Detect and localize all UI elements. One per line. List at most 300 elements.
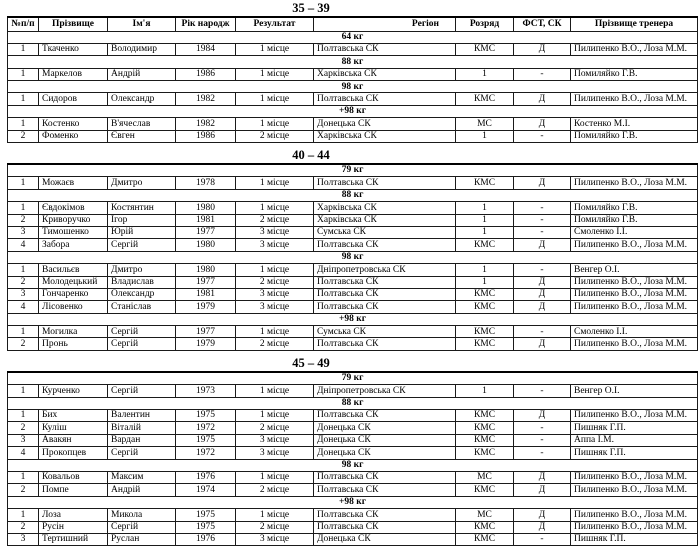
cell-result: 3 місце (236, 288, 314, 300)
cell-year: 1982 (176, 118, 236, 130)
cell-coach: Пишняк Г.П. (571, 447, 698, 459)
results-table-45-49 (7, 371, 698, 546)
cell-rank: 1 (456, 130, 514, 142)
cell-result: 1 місце (236, 177, 314, 189)
cell-region: Донецька СК (314, 422, 456, 434)
cell-fst-sk: Д (514, 118, 571, 130)
cell-fst-sk: Д (514, 338, 571, 350)
result-row (8, 422, 698, 434)
cell-rank: МС (456, 472, 514, 484)
cell-surname: Криворучко (39, 214, 108, 226)
age-group-section-45-49 (0, 357, 699, 546)
cell-rank: КМС (456, 533, 514, 545)
cell-year: 1975 (176, 410, 236, 422)
cell-surname: Лісовенко (39, 301, 108, 313)
cell-firstname: Віталій (108, 422, 176, 434)
cell-num: 2 (8, 130, 39, 142)
cell-result: 1 місце (236, 118, 314, 130)
result-row (8, 533, 698, 545)
weight-class-row (8, 164, 698, 177)
cell-fst-sk: - (514, 447, 571, 459)
cell-result: 1 місце (236, 410, 314, 422)
cell-fst-sk: Д (514, 472, 571, 484)
cell-firstname: Руслан (108, 533, 176, 545)
cell-result: 2 місце (236, 484, 314, 496)
cell-fst-sk: Д (514, 288, 571, 300)
cell-result: 2 місце (236, 338, 314, 350)
cell-region: Полтавська СК (314, 472, 456, 484)
cell-surname: Могилка (39, 326, 108, 338)
cell-rank: 1 (456, 226, 514, 238)
cell-surname: Фоменко (39, 130, 108, 142)
cell-surname: Ткаченко (39, 43, 108, 55)
cell-rank: МС (456, 509, 514, 521)
cell-year: 1972 (176, 447, 236, 459)
column-header-region: Регіон (314, 17, 456, 31)
weight-class-row (8, 372, 698, 385)
cell-year: 1973 (176, 385, 236, 397)
cell-num: 1 (8, 177, 39, 189)
cell-rank: КМС (456, 434, 514, 446)
cell-region: Дніпропетровська СК (314, 385, 456, 397)
cell-result: 1 місце (236, 264, 314, 276)
cell-firstname: Сергій (108, 338, 176, 350)
weight-class-label: +98 кг (8, 105, 698, 117)
cell-region: Харківська СК (314, 214, 456, 226)
cell-firstname: Валентин (108, 410, 176, 422)
cell-firstname: Олександр (108, 93, 176, 105)
cell-fst-sk: Д (514, 509, 571, 521)
cell-firstname: Юрій (108, 226, 176, 238)
weight-class-label: 98 кг (8, 251, 698, 263)
cell-num: 2 (8, 214, 39, 226)
result-row (8, 276, 698, 288)
cell-fst-sk: Д (514, 484, 571, 496)
cell-year: 1972 (176, 422, 236, 434)
cell-firstname: Дмитро (108, 264, 176, 276)
cell-region: Полтавська СК (314, 410, 456, 422)
result-row (8, 385, 698, 397)
cell-coach: Смоленко І.І. (571, 226, 698, 238)
cell-firstname: Ігор (108, 214, 176, 226)
cell-rank: КМС (456, 521, 514, 533)
cell-result: 1 місце (236, 326, 314, 338)
cell-coach: Пилипенко В.О., Лоза М.М. (571, 177, 698, 189)
result-row (8, 434, 698, 446)
cell-fst-sk: Д (514, 276, 571, 288)
cell-region: Полтавська СК (314, 338, 456, 350)
cell-surname: Куліш (39, 422, 108, 434)
cell-surname: Авакян (39, 434, 108, 446)
cell-rank: КМС (456, 93, 514, 105)
result-row (8, 288, 698, 300)
cell-region: Донецька СК (314, 533, 456, 545)
cell-rank: КМС (456, 43, 514, 55)
cell-region: Сумська СК (314, 326, 456, 338)
cell-fst-sk: - (514, 385, 571, 397)
cell-region: Донецька СК (314, 447, 456, 459)
cell-year: 1979 (176, 338, 236, 350)
cell-fst-sk: Д (514, 177, 571, 189)
cell-num: 2 (8, 422, 39, 434)
cell-region: Полтавська СК (314, 484, 456, 496)
cell-num: 1 (8, 43, 39, 55)
cell-num: 1 (8, 93, 39, 105)
weight-class-label: 79 кг (8, 164, 698, 177)
result-row (8, 239, 698, 251)
cell-result: 1 місце (236, 43, 314, 55)
cell-coach: Пилипенко В.О., Лоза М.М. (571, 301, 698, 313)
cell-num: 1 (8, 410, 39, 422)
cell-year: 1977 (176, 326, 236, 338)
cell-coach: Помиляйко Г.В. (571, 202, 698, 214)
cell-surname: Помпе (39, 484, 108, 496)
cell-fst-sk: - (514, 214, 571, 226)
weight-class-label: 79 кг (8, 372, 698, 385)
result-row (8, 410, 698, 422)
cell-year: 1976 (176, 472, 236, 484)
column-header-fst-sk: ФСТ, СК (514, 17, 571, 31)
cell-num: 4 (8, 239, 39, 251)
cell-year: 1981 (176, 288, 236, 300)
cell-result: 3 місце (236, 434, 314, 446)
cell-fst-sk: - (514, 202, 571, 214)
cell-firstname: Дмитро (108, 177, 176, 189)
cell-result: 3 місце (236, 239, 314, 251)
result-row (8, 130, 698, 142)
age-group-section-40-44 (0, 149, 699, 351)
cell-rank: КМС (456, 410, 514, 422)
cell-coach: Пилипенко В.О., Лоза М.М. (571, 410, 698, 422)
cell-firstname: В'ячеслав (108, 118, 176, 130)
result-row (8, 214, 698, 226)
cell-year: 1984 (176, 43, 236, 55)
cell-year: 1977 (176, 226, 236, 238)
weight-class-label: +98 кг (8, 496, 698, 508)
cell-region: Полтавська СК (314, 93, 456, 105)
cell-coach: Пилипенко В.О., Лоза М.М. (571, 521, 698, 533)
cell-fst-sk: - (514, 422, 571, 434)
cell-num: 1 (8, 68, 39, 80)
result-row (8, 202, 698, 214)
cell-result: 1 місце (236, 472, 314, 484)
column-header-num: №п/п (8, 17, 39, 31)
cell-year: 1977 (176, 276, 236, 288)
cell-year: 1980 (176, 264, 236, 276)
age-group-title: 40 – 44 (292, 148, 330, 163)
cell-num: 2 (8, 521, 39, 533)
cell-num: 1 (8, 264, 39, 276)
cell-coach: Пилипенко В.О., Лоза М.М. (571, 276, 698, 288)
cell-num: 2 (8, 338, 39, 350)
cell-coach: Венгер О.І. (571, 385, 698, 397)
cell-num: 1 (8, 472, 39, 484)
cell-result: 2 місце (236, 130, 314, 142)
age-group-title: 35 – 39 (292, 1, 330, 15)
cell-result: 1 місце (236, 93, 314, 105)
result-row (8, 326, 698, 338)
cell-coach: Пилипенко В.О., Лоза М.М. (571, 93, 698, 105)
cell-firstname: Андрій (108, 484, 176, 496)
weight-class-row (8, 56, 698, 68)
cell-firstname: Костянтин (108, 202, 176, 214)
cell-rank: 1 (456, 68, 514, 80)
cell-surname: Прокопцев (39, 447, 108, 459)
result-row (8, 509, 698, 521)
cell-firstname: Сергій (108, 521, 176, 533)
cell-surname: Васильєв (39, 264, 108, 276)
cell-year: 1982 (176, 93, 236, 105)
cell-coach: Пилипенко В.О., Лоза М.М. (571, 484, 698, 496)
cell-result: 3 місце (236, 226, 314, 238)
weight-class-row (8, 496, 698, 508)
results-table-40-44 (7, 163, 698, 351)
result-row (8, 264, 698, 276)
cell-coach: Пилипенко В.О., Лоза М.М. (571, 43, 698, 55)
cell-firstname: Сергій (108, 239, 176, 251)
weight-class-row (8, 459, 698, 471)
cell-coach: Пишняк Г.П. (571, 422, 698, 434)
cell-coach: Пилипенко В.О., Лоза М.М. (571, 472, 698, 484)
cell-year: 1980 (176, 239, 236, 251)
result-row (8, 301, 698, 313)
cell-year: 1986 (176, 68, 236, 80)
column-header-row (8, 17, 698, 31)
cell-surname: Тимошенко (39, 226, 108, 238)
result-row (8, 93, 698, 105)
cell-year: 1976 (176, 533, 236, 545)
cell-fst-sk: - (514, 68, 571, 80)
cell-surname: Костенко (39, 118, 108, 130)
cell-region: Харківська СК (314, 130, 456, 142)
cell-result: 3 місце (236, 533, 314, 545)
cell-num: 1 (8, 202, 39, 214)
cell-fst-sk: - (514, 434, 571, 446)
cell-fst-sk: Д (514, 93, 571, 105)
cell-result: 1 місце (236, 202, 314, 214)
cell-surname: Бих (39, 410, 108, 422)
cell-fst-sk: - (514, 264, 571, 276)
cell-fst-sk: Д (514, 43, 571, 55)
results-table-35-39 (7, 16, 698, 143)
cell-surname: Сидоров (39, 93, 108, 105)
cell-firstname: Андрій (108, 68, 176, 80)
cell-num: 1 (8, 118, 39, 130)
cell-coach: Помиляйко Г.В. (571, 214, 698, 226)
cell-result: 2 місце (236, 521, 314, 533)
cell-num: 1 (8, 385, 39, 397)
cell-num: 3 (8, 434, 39, 446)
age-group-title: 45 – 49 (292, 355, 330, 370)
cell-num: 4 (8, 301, 39, 313)
age-group-section-35-39 (0, 2, 699, 143)
cell-firstname: Сергій (108, 385, 176, 397)
cell-result: 2 місце (236, 276, 314, 288)
cell-year: 1975 (176, 521, 236, 533)
weight-class-row (8, 105, 698, 117)
cell-surname: Тертишний (39, 533, 108, 545)
result-row (8, 118, 698, 130)
cell-fst-sk: Д (514, 301, 571, 313)
cell-coach: Помиляйко Г.В. (571, 68, 698, 80)
column-header-coach: Прізвище тренера (571, 17, 698, 31)
cell-rank: 1 (456, 202, 514, 214)
cell-coach: Пилипенко В.О., Лоза М.М. (571, 288, 698, 300)
cell-num: 2 (8, 484, 39, 496)
cell-year: 1975 (176, 434, 236, 446)
cell-region: Полтавська СК (314, 301, 456, 313)
weight-class-row (8, 313, 698, 325)
cell-firstname: Микола (108, 509, 176, 521)
cell-region: Полтавська СК (314, 288, 456, 300)
column-header-year: Рік народж (176, 17, 236, 31)
cell-surname: Маркелов (39, 68, 108, 80)
cell-year: 1979 (176, 301, 236, 313)
cell-firstname: Вардан (108, 434, 176, 446)
cell-region: Полтавська СК (314, 521, 456, 533)
cell-coach: Пишняк Г.П. (571, 533, 698, 545)
cell-region: Полтавська СК (314, 239, 456, 251)
weight-class-row (8, 397, 698, 409)
cell-year: 1986 (176, 130, 236, 142)
result-row (8, 68, 698, 80)
cell-num: 2 (8, 276, 39, 288)
cell-region: Донецька СК (314, 434, 456, 446)
cell-fst-sk: - (514, 226, 571, 238)
cell-firstname: Максим (108, 472, 176, 484)
weight-class-label: 88 кг (8, 397, 698, 409)
cell-surname: Ковальов (39, 472, 108, 484)
result-row (8, 521, 698, 533)
column-header-firstname: Ім'я (108, 17, 176, 31)
cell-firstname: Владислав (108, 276, 176, 288)
cell-region: Дніпропетровська СК (314, 264, 456, 276)
cell-year: 1975 (176, 509, 236, 521)
cell-fst-sk: - (514, 130, 571, 142)
cell-num: 3 (8, 288, 39, 300)
cell-rank: КМС (456, 338, 514, 350)
cell-fst-sk: - (514, 533, 571, 545)
cell-result: 3 місце (236, 301, 314, 313)
cell-firstname: Станіслав (108, 301, 176, 313)
cell-result: 1 місце (236, 509, 314, 521)
cell-rank: КМС (456, 422, 514, 434)
cell-rank: КМС (456, 301, 514, 313)
cell-surname: Пронь (39, 338, 108, 350)
cell-fst-sk: - (514, 326, 571, 338)
result-row (8, 43, 698, 55)
cell-surname: Можаєв (39, 177, 108, 189)
result-row (8, 447, 698, 459)
cell-rank: КМС (456, 326, 514, 338)
cell-coach: Венгер О.І. (571, 264, 698, 276)
cell-fst-sk: Д (514, 239, 571, 251)
column-header-rank: Розряд (456, 17, 514, 31)
cell-rank: 1 (456, 385, 514, 397)
cell-surname: Молодецький (39, 276, 108, 288)
cell-surname: Русін (39, 521, 108, 533)
cell-coach: Костенко М.І. (571, 118, 698, 130)
cell-firstname: Сергій (108, 447, 176, 459)
cell-surname: Лоза (39, 509, 108, 521)
weight-class-label: 88 кг (8, 56, 698, 68)
column-header-surname: Прізвище (39, 17, 108, 31)
cell-coach: Аппа І.М. (571, 434, 698, 446)
cell-coach: Смоленко І.І. (571, 326, 698, 338)
cell-fst-sk: Д (514, 521, 571, 533)
weight-class-row (8, 31, 698, 43)
cell-coach: Пилипенко В.О., Лоза М.М. (571, 239, 698, 251)
result-row (8, 177, 698, 189)
weight-class-row (8, 81, 698, 93)
result-row (8, 472, 698, 484)
cell-region: Полтавська СК (314, 509, 456, 521)
cell-rank: КМС (456, 484, 514, 496)
cell-rank: КМС (456, 447, 514, 459)
cell-rank: КМС (456, 288, 514, 300)
cell-coach: Помиляйко Г.В. (571, 130, 698, 142)
cell-rank: КМС (456, 177, 514, 189)
cell-year: 1980 (176, 202, 236, 214)
cell-num: 3 (8, 533, 39, 545)
result-row (8, 226, 698, 238)
cell-result: 1 місце (236, 68, 314, 80)
cell-firstname: Сергій (108, 326, 176, 338)
cell-result: 1 місце (236, 385, 314, 397)
weight-class-row (8, 251, 698, 263)
cell-surname: Гончаренко (39, 288, 108, 300)
cell-num: 1 (8, 326, 39, 338)
cell-result: 2 місце (236, 214, 314, 226)
cell-coach: Пилипенко В.О., Лоза М.М. (571, 509, 698, 521)
cell-region: Харківська СК (314, 202, 456, 214)
cell-region: Харківська СК (314, 68, 456, 80)
cell-firstname: Олександр (108, 288, 176, 300)
cell-num: 3 (8, 226, 39, 238)
weight-class-row (8, 189, 698, 201)
cell-fst-sk: Д (514, 410, 571, 422)
cell-result: 2 місце (236, 422, 314, 434)
cell-firstname: Євген (108, 130, 176, 142)
cell-region: Полтавська СК (314, 177, 456, 189)
cell-num: 4 (8, 447, 39, 459)
cell-rank: 1 (456, 276, 514, 288)
cell-coach: Пилипенко В.О., Лоза М.М. (571, 338, 698, 350)
cell-rank: 1 (456, 264, 514, 276)
result-row (8, 484, 698, 496)
cell-surname: Курченко (39, 385, 108, 397)
cell-result: 3 місце (236, 447, 314, 459)
column-header-result: Результат (236, 17, 314, 31)
weight-class-label: +98 кг (8, 313, 698, 325)
cell-region: Полтавська СК (314, 276, 456, 288)
weight-class-label: 64 кг (8, 31, 698, 43)
weight-class-label: 98 кг (8, 81, 698, 93)
cell-region: Донецька СК (314, 118, 456, 130)
cell-year: 1981 (176, 214, 236, 226)
weight-class-label: 98 кг (8, 459, 698, 471)
cell-firstname: Володимир (108, 43, 176, 55)
cell-region: Полтавська СК (314, 43, 456, 55)
result-row (8, 338, 698, 350)
cell-region: Сумська СК (314, 226, 456, 238)
cell-surname: Євдокімов (39, 202, 108, 214)
cell-rank: КМС (456, 239, 514, 251)
cell-surname: Забора (39, 239, 108, 251)
cell-num: 1 (8, 509, 39, 521)
cell-rank: МС (456, 118, 514, 130)
cell-rank: 1 (456, 214, 514, 226)
